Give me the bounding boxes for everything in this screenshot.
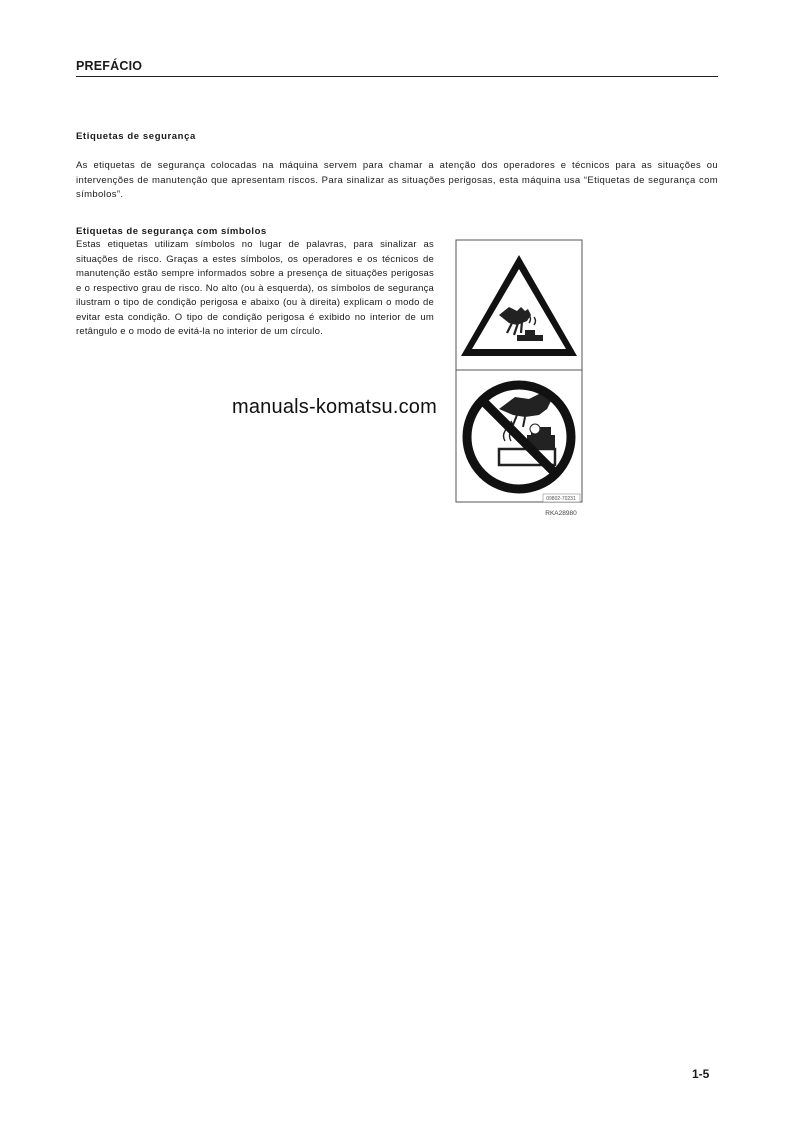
symbols-paragraph: Estas etiquetas utilizam símbolos no lugar de palavras, para sinalizar as situações de risco. Graças a estes símbolos, os operadores e os técnicos de manutenção estão sempre informados sobre a presença de situações perigosas e o respectivo grau de risco. No alto (ou à esquerda), os símbolos de segurança ilustram o tipo de condição perigosa e abaixo (ou à direita) explicam o modo de evitar esta condição. O tipo de condição perigosa é exibido no interior de um retângulo e o modo de evitá-la no interior de um círculo. xyxy=(76,239,434,337)
figure-code: RKA28980 xyxy=(545,510,577,517)
label-code: 09802-70231 xyxy=(546,496,576,502)
page-number: 1-5 xyxy=(692,1067,710,1081)
intro-paragraph: As etiquetas de segurança colocadas na máquina servem para chamar a atenção dos operadores e técnicos para as situações ou intervenções de manutenção que apresentam riscos. Para sinalizar as situações perigosas, esta máquina usa “Etiquetas de segurança com símbolos”. xyxy=(76,160,718,200)
no-touch-hot-surface-icon xyxy=(467,385,571,489)
watermark: manuals-komatsu.com xyxy=(232,396,437,418)
symbols-subheading: Etiquetas de segurança com símbolos xyxy=(76,226,267,237)
safety-label-figure xyxy=(455,239,585,520)
section-heading: Etiquetas de segurança xyxy=(76,131,196,142)
page-header-title: PREFÁCIO xyxy=(76,59,143,73)
header-rule xyxy=(76,76,718,77)
hand-burn-warning-icon xyxy=(461,255,577,356)
